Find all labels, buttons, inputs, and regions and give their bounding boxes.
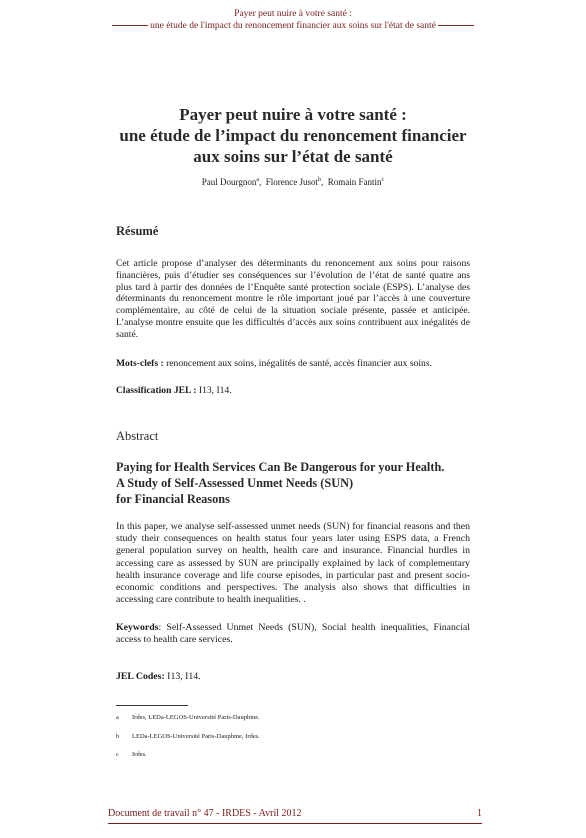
footnote	[116, 751, 147, 759]
english-title-line: A Study of Self-Assessed Unmet Needs (SUN)	[116, 476, 354, 490]
classification-jel	[116, 385, 470, 397]
keywords-label: Keywords	[116, 622, 159, 633]
author-affiliation-mark: c	[381, 177, 385, 183]
abstract-heading: Abstract	[116, 429, 159, 443]
author-name: Romain Fantin	[327, 177, 382, 187]
author-affiliation-mark: a	[256, 177, 260, 183]
author-list: Paul Dourgnon$^a$, Florence Jusot$^b$, Romain Fantin$^c$	[201, 177, 385, 187]
english-title-line: for Financial Reasons	[116, 492, 230, 506]
keywords-value: : Self-Assessed Unmet Needs (SUN), Social health inequalities, Financial access to health care services.	[116, 622, 470, 646]
footnote	[116, 714, 260, 722]
abstract-body: In this paper, we analyse self-assessed unmet needs (SUN) for financial reasons and then study their consequences on health status four years later using ESPS data, a French general population survey on health, health care and insurance. Financial hurdles in accessing care as assessed by SUN are principally explained by lack of complementary health insurance coverage and life course episodes, in particular past and present socio-economic conditions and perspectives. The analysis also shows that difficulties in accessing care contribute to health inequalities. .	[116, 521, 470, 606]
resume-heading: Résumé	[116, 224, 159, 238]
footnote-mark: b	[116, 733, 120, 740]
author-name: Florence Jusot	[265, 177, 319, 187]
classification-jel-label: Classification JEL :	[116, 385, 197, 396]
keywords	[116, 622, 470, 646]
footer-rule	[108, 823, 482, 824]
classification-jel-value: I13, I14.	[196, 385, 232, 396]
title-line: Payer peut nuire à votre santé :	[179, 105, 407, 124]
title-line: aux soins sur l’état de santé	[193, 147, 393, 166]
running-header-line1: Payer peut nuire à votre santé :	[234, 9, 352, 19]
author-affiliation-mark: b	[318, 177, 322, 183]
page-footer	[108, 808, 482, 819]
running-header-line2	[0, 21, 586, 32]
footnote-text: Irdes.	[132, 751, 147, 758]
running-header-subtitle: une étude de l'impact du renoncement financier aux soins sur l'état de santé	[150, 21, 436, 31]
mots-clefs	[116, 358, 470, 370]
mots-clefs-label: Mots-clefs :	[116, 358, 164, 369]
jel-codes-label: JEL Codes:	[116, 671, 165, 682]
footnote-mark: c	[116, 751, 119, 758]
resume-body: Cet article propose d’analyser des déterminants du renoncement aux soins pour raisons financières, puis d’étudier ses conséquences sur l’évolution de l’état de santé quatre ans plus tard à partir des données de l’Enquête santé protection sociale (ESPS). L’analyse des déterminants du renoncement montre le rôle important joué par l’accès à une couverture complémentaire, au côté de celui de la situation sociale présente, passée et anticipée. L’analyse montre ensuite que les difficultés d’accès aux soins contribuent aux inégalités de santé.	[116, 258, 470, 340]
footnote	[116, 733, 260, 741]
header-rule-right	[438, 25, 474, 26]
english-title-line: Paying for Health Services Can Be Dangerous for your Health.	[116, 460, 445, 474]
footer-document-info: Document de travail n° 47 - IRDES - Avril 2012	[108, 808, 302, 819]
jel-codes-value: I13, I14.	[164, 671, 201, 682]
footnote-mark: a	[116, 714, 119, 721]
title-line: une étude de l’impact du renoncement financier	[119, 126, 467, 145]
footnote-text: Irdes, LEDa-LEGOS-Université Paris-Dauphine.	[132, 714, 260, 721]
page-number: 1	[477, 808, 482, 819]
paper-title	[80, 104, 506, 167]
header-rule-left	[112, 25, 148, 26]
jel-codes	[116, 671, 470, 683]
author-name: Paul Dourgnon	[201, 177, 257, 187]
footnote-divider	[116, 705, 188, 706]
mots-clefs-value: renoncement aux soins, inégalités de santé, accès financier aux soins.	[163, 358, 432, 369]
english-title	[116, 459, 444, 507]
footnote-text: LEDa-LEGOS-Université Paris-Dauphine, Irdes.	[132, 733, 260, 740]
